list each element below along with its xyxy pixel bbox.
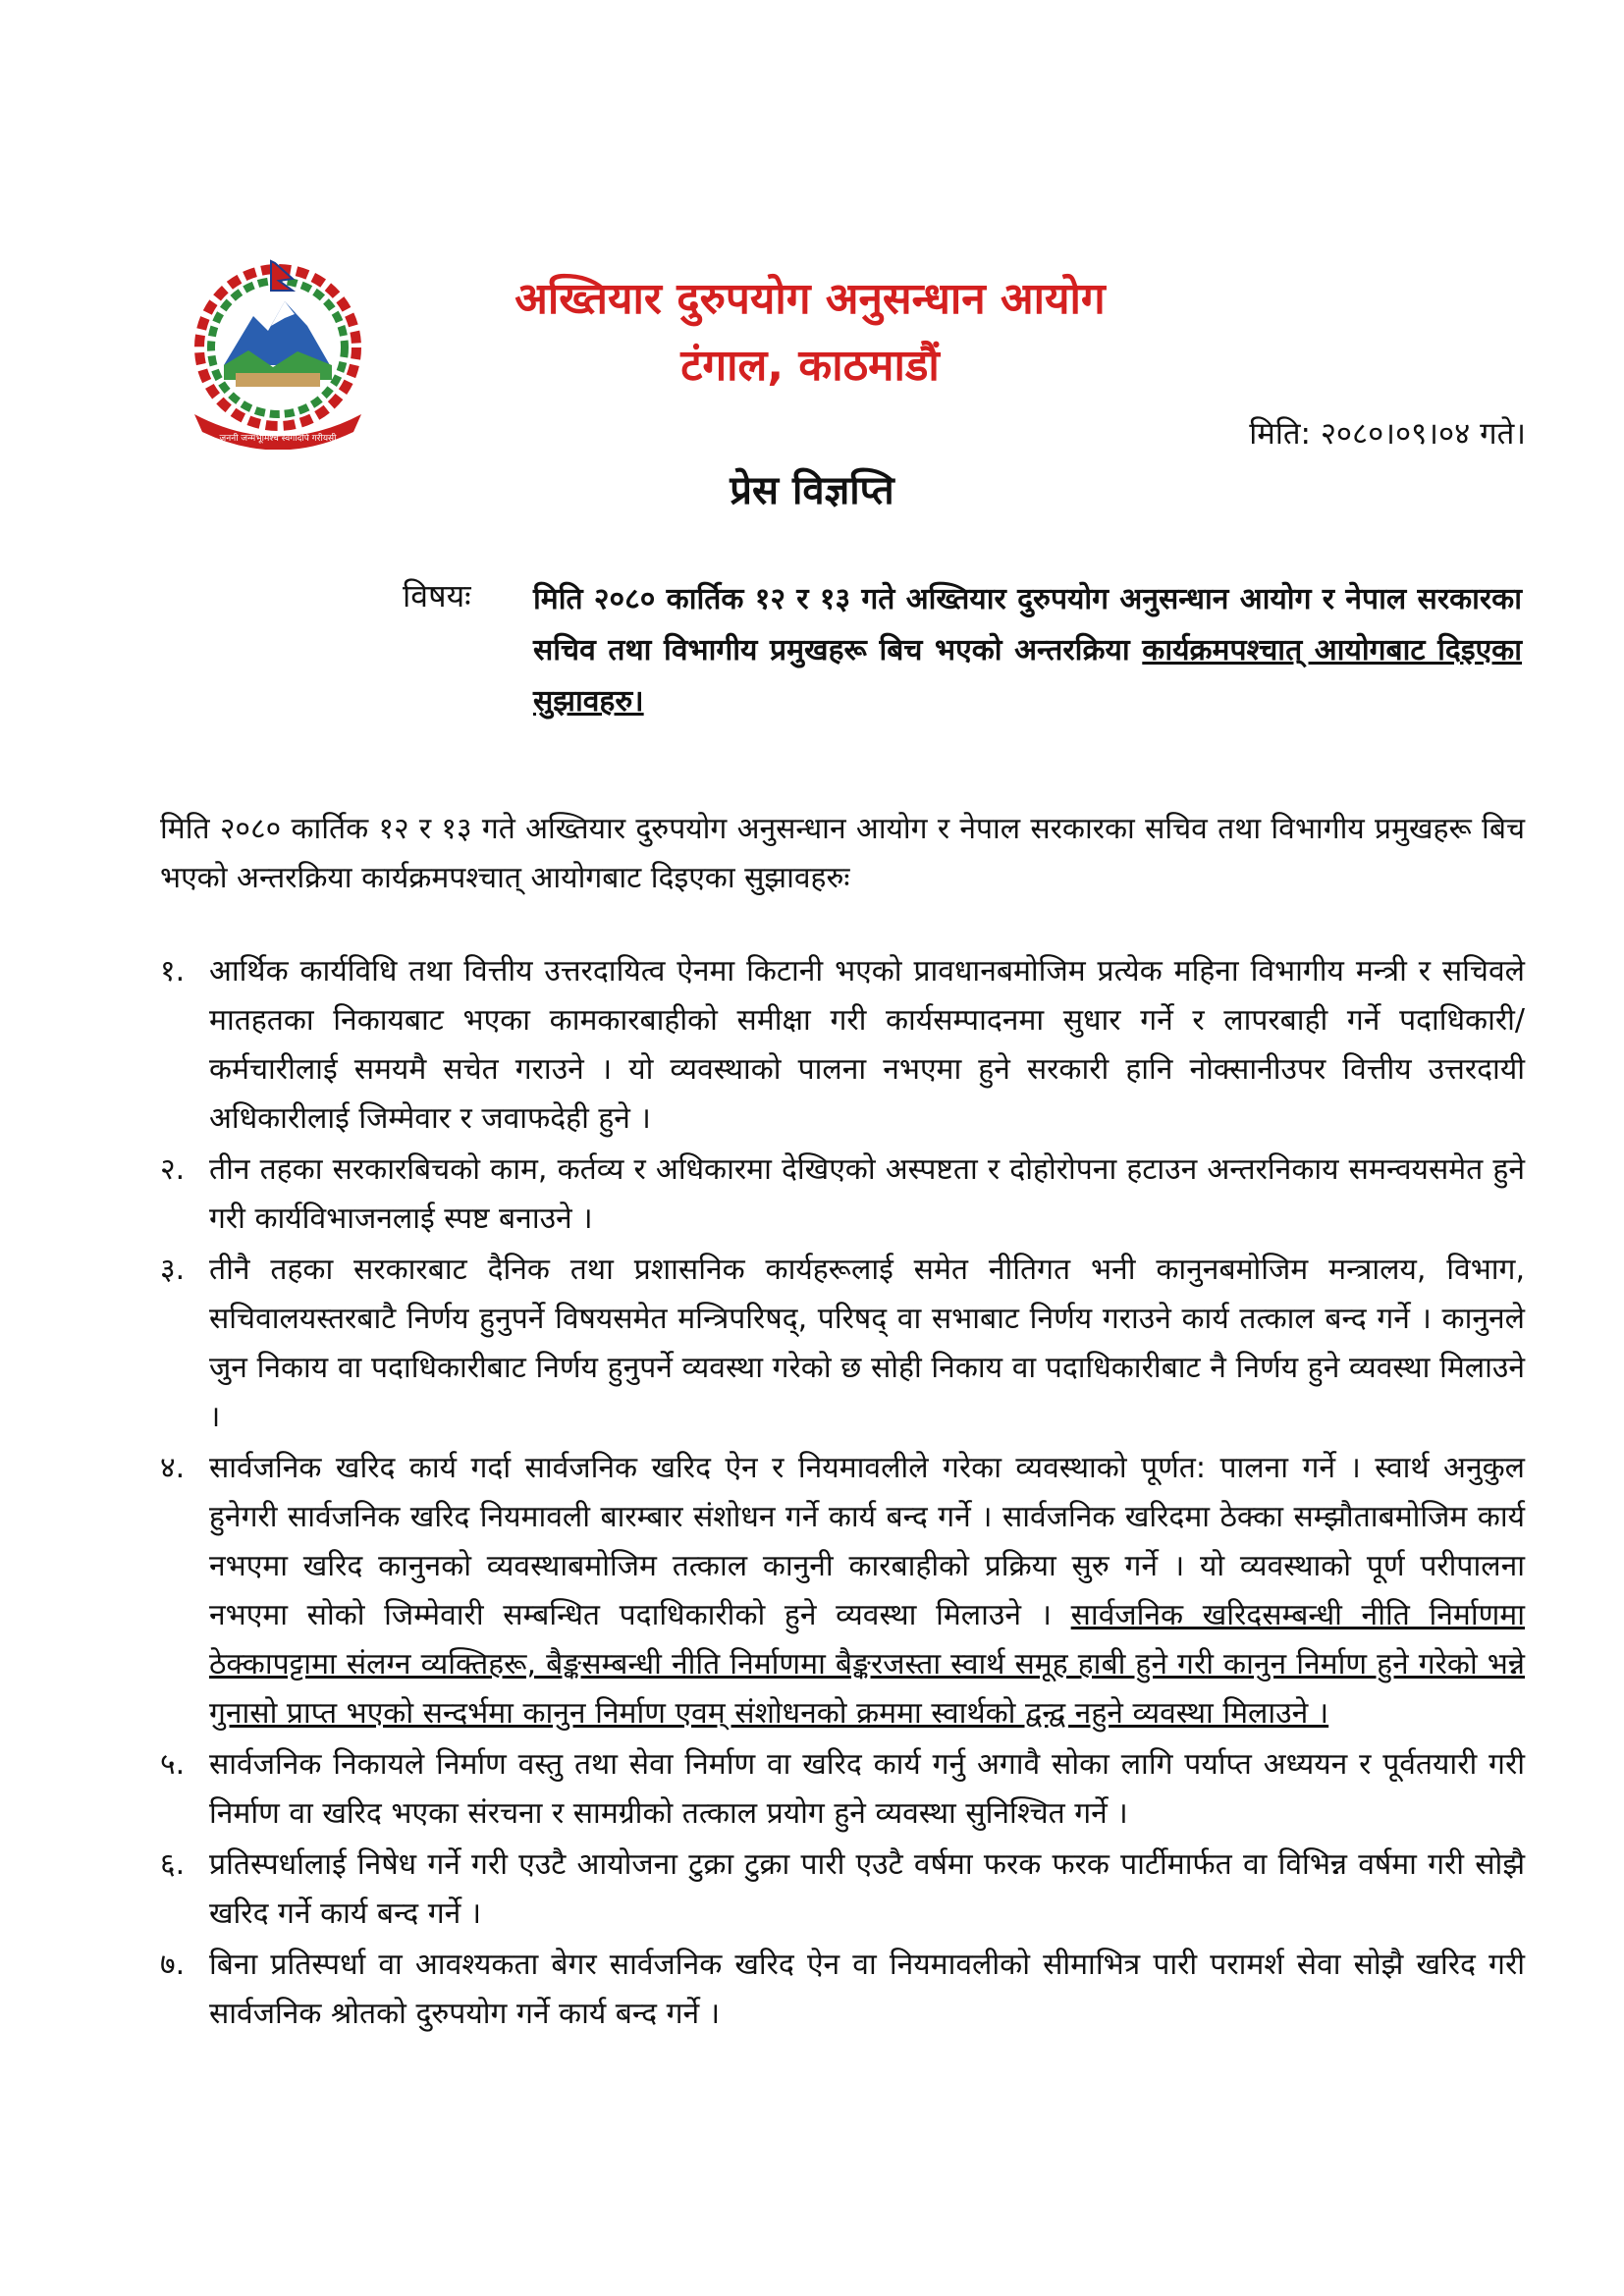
list-item — [160, 1740, 1525, 1839]
list-item — [160, 1146, 1525, 1244]
list-item — [160, 1246, 1525, 1442]
list-item-text: प्रतिस्पर्धालाई निषेध गर्ने गरी एउटै आयोजना टुक्रा टुक्रा पारी एउटै वर्षमा फरक फरक पार्टीमार्फत वा विभिन्न वर्षमा गरी सोझै खरिद गर्ने कार्य बन्द गर्ने । — [209, 1847, 1525, 1931]
emblem-motto: जननी जन्मभूमिश्च स्वर्गादपि गरीयसी — [219, 434, 337, 444]
subject-text-main: मिति २०८० कार्तिक १२ र १३ गते अख्तियार दुरुपयोग अनुसन्धान आयोग र नेपाल सरकारका सचिव तथा विभागीय प्रमुखहरू बिच भएको अन्तरक्रिया — [533, 582, 1522, 667]
list-item-number: ७. — [160, 1948, 186, 1982]
list-item — [160, 1941, 1525, 2039]
list-item-number: २. — [160, 1152, 186, 1187]
list-item-number: ३. — [160, 1253, 186, 1287]
organization-location: टंगाल, काठमाडौं — [680, 341, 940, 391]
subject-label: विषयः — [403, 577, 471, 614]
intro-paragraph: मिति २०८० कार्तिक १२ र १३ गते अख्तियार दुरुपयोग अनुसन्धान आयोग र नेपाल सरकारका सचिव तथा विभागीय प्रमुखहरू बिच भएको अन्तरक्रिया कार्यक्रमपश्चात् आयोगबाट दिइएका सुझावहरुः — [160, 812, 1525, 895]
list-item — [160, 1444, 1525, 1738]
list-item-number: ५. — [160, 1747, 186, 1782]
recommendation-list — [160, 947, 1525, 2041]
list-item-number: १. — [160, 954, 186, 988]
subject-text-underlined: कार्यक्रमपश्चात् आयोगबाट दिइएका सुझावहरु। — [533, 633, 1522, 719]
list-item-number: ४. — [160, 1451, 186, 1485]
list-item-text: बिना प्रतिस्पर्धा वा आवश्यकता बेगर सार्वजनिक खरिद ऐन वा नियमावलीको सीमाभित्र पारी परामर्श सेवा सोझै खरिद गरी सार्वजनिक श्रोतको दुरुपयोग गर्ने कार्य बन्द गर्ने । — [209, 1948, 1525, 2031]
list-item-text: तीनै तहका सरकारबाट दैनिक तथा प्रशासनिक कार्यहरूलाई समेत नीतिगत भनी कानुनबमोजिम मन्त्रालय, विभाग, सचिवालयस्तरबाटै निर्णय हुनुपर्ने विषयसमेत मन्त्रिपरिषद्, परिषद् वा सभाबाट निर्णय गराउने कार्य तत्काल बन्द गर्ने । कानुनले जुन निकाय वा पदाधिकारीबाट निर्णय हुनुपर्ने व्यवस्था गरेको छ सोही निकाय वा पदाधिकारीबाट नै निर्णय हुने व्यवस्था मिलाउने । — [209, 1253, 1525, 1434]
subject-text — [533, 574, 1522, 727]
list-item-text: सार्वजनिक निकायले निर्माण वस्तु तथा सेवा निर्माण वा खरिद कार्य गर्नु अगावै सोका लागि पर्याप्त अध्ययन र पूर्वतयारी गरी निर्माण वा खरिद भएका संरचना र सामग्रीको तत्काल प्रयोग हुने व्यवस्था सुनिश्चित गर्ने । — [209, 1747, 1525, 1831]
nepal-emblem-logo — [175, 257, 381, 450]
list-item-text: सार्वजनिक खरिद कार्य गर्दा सार्वजनिक खरिद ऐन र नियमावलीले गरेका व्यवस्थाको पूर्णत: पालना गर्ने । स्वार्थ अनुकुल हुनेगरी सार्वजनिक खरिद नियमावली बारम्बार संशोधन गर्ने कार्य बन्द गर्ने । सार्वजनिक खरिदमा ठेक्का सम्झौताबमोजिम कार्य नभएमा खरिद कानुनको व्यवस्थाबमोजिम तत्काल कानुनी कारबाहीको प्रक्रिया सुरु गर्ने । यो व्यवस्थाको पूर्ण परीपालना नभएमा सोको जिम्मेवारी सम्बन्धित पदाधिकारीको हुने व्यवस्था मिलाउने । — [209, 1451, 1525, 1632]
list-item-text-underlined: सार्वजनिक खरिदसम्बन्धी नीति निर्माणमा ठेक्कापट्टामा संलग्न व्यक्तिहरू, बैङ्कसम्बन्धी नीति निर्माणमा बैङ्करजस्ता स्वार्थ समूह हाबी हुने गरी कानुन निर्माण हुने गरेको भन्ने गुनासो प्राप्त भएको सन्दर्भमा कानुन निर्माण एवम् संशोधनको क्रममा स्वार्थको द्वन्द्व नहुने व्यवस्था मिलाउने । — [209, 1598, 1525, 1731]
list-item-text: तीन तहका सरकारबिचको काम, कर्तव्य र अधिकारमा देखिएको अस्पष्टता र दोहोरोपना हटाउन अन्तरनिकाय समन्वयसमेत हुने गरी कार्यविभाजनलाई स्पष्ट बनाउने । — [209, 1152, 1525, 1236]
list-item-text: आर्थिक कार्यविधि तथा वित्तीय उत्तरदायित्व ऐनमा किटानी भएको प्रावधानबमोजिम प्रत्येक महिना विभागीय मन्त्री र सचिवले मातहतका निकायबाट भएका कामकारबाहीको समीक्षा गरी कार्यसम्पादनमा सुधार गर्ने र लापरबाही गर्ने पदाधिकारी/कर्मचारीलाई समयमै सचेत गराउने । यो व्यवस्थाको पालना नभएमा हुने सरकारी हानि नोक्सानीउपर वित्तीय उत्तरदायी अधिकारीलाई जिम्मेवार र जवाफदेही हुने । — [209, 954, 1525, 1136]
page-title: प्रेस विज्ञप्ति — [730, 468, 894, 513]
organization-name: अख्तियार दुरुपयोग अनुसन्धान आयोग — [514, 274, 1106, 324]
list-item-number: ६. — [160, 1847, 186, 1882]
document-date: मिति: २०८०।०९।०४ गते। — [1249, 416, 1526, 452]
list-item — [160, 1841, 1525, 1939]
list-item — [160, 947, 1525, 1144]
